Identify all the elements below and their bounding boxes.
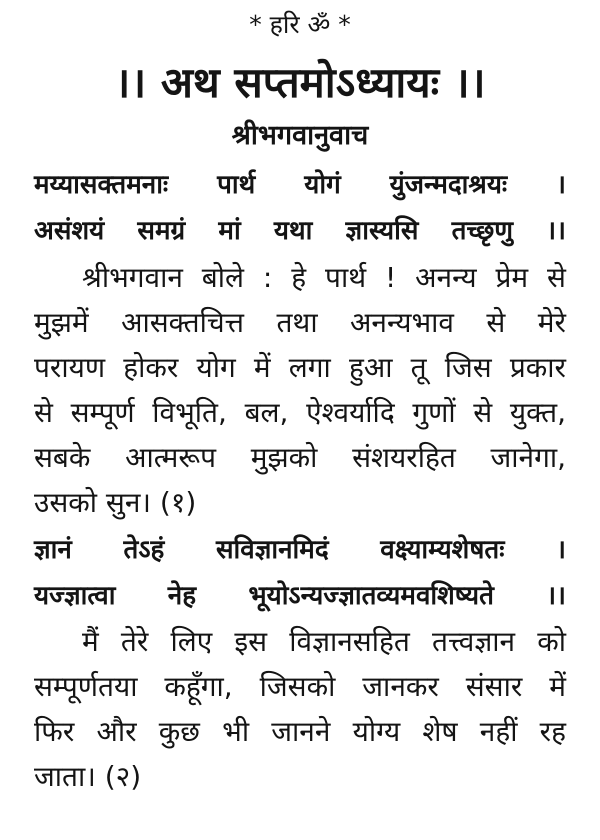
- translation-2-line-1: मैं तेरे लिए इस विज्ञानसहित तत्त्वज्ञान को: [82, 625, 566, 658]
- speaker-heading: श्रीभगवानुवाच: [231, 120, 369, 151]
- verse-1-line-1: मय्यासक्तमनाः पार्थ योगं युंजन्मदाश्रयः ।: [34, 170, 566, 200]
- translation-2-line-3: फिर और कुछ भी जानने योग्य शेष नहीं रह: [34, 715, 566, 748]
- verse-1-line-2: असंशयं समग्रं मां यथा ज्ञास्यसि तच्छृणु ।।: [34, 216, 566, 246]
- translation-1-line-5: सबके आत्मरूप मुझको संशयरहित जानेगा,: [34, 441, 566, 474]
- chapter-title: ।। अथ सप्तमोऽध्यायः ।।: [114, 58, 486, 107]
- invocation-header: * हरि ॐ *: [249, 10, 351, 39]
- translation-2-line-2: सम्पूर्णतया कहूँगा, जिसको जानकर संसार में: [34, 670, 566, 703]
- translation-1-line-1: श्रीभगवान बोले : हे पार्थ ! अनन्य प्रेम से: [82, 261, 566, 294]
- translation-1-line-4: से सम्पूर्ण विभूति, बल, ऐश्वर्यादि गुणों से युक्त,: [34, 396, 566, 429]
- translation-1-line-3: परायण होकर योग में लगा हुआ तू जिस प्रकार: [34, 351, 566, 384]
- translation-1-line-6: उसको सुन। (१): [34, 486, 197, 519]
- translation-1-line-2: मुझमें आसक्तचित्त तथा अनन्यभाव से मेरे: [34, 306, 566, 339]
- verse-2-line-2: यज्ज्ञात्वा नेह भूयोऽन्यज्ज्ञातव्यमवशिष्यते ।।: [34, 581, 566, 611]
- translation-2-line-4: जाता। (२): [34, 760, 142, 793]
- verse-2-line-1: ज्ञानं तेऽहं सविज्ञानमिदं वक्ष्याम्यशेषतः ।: [34, 535, 566, 565]
